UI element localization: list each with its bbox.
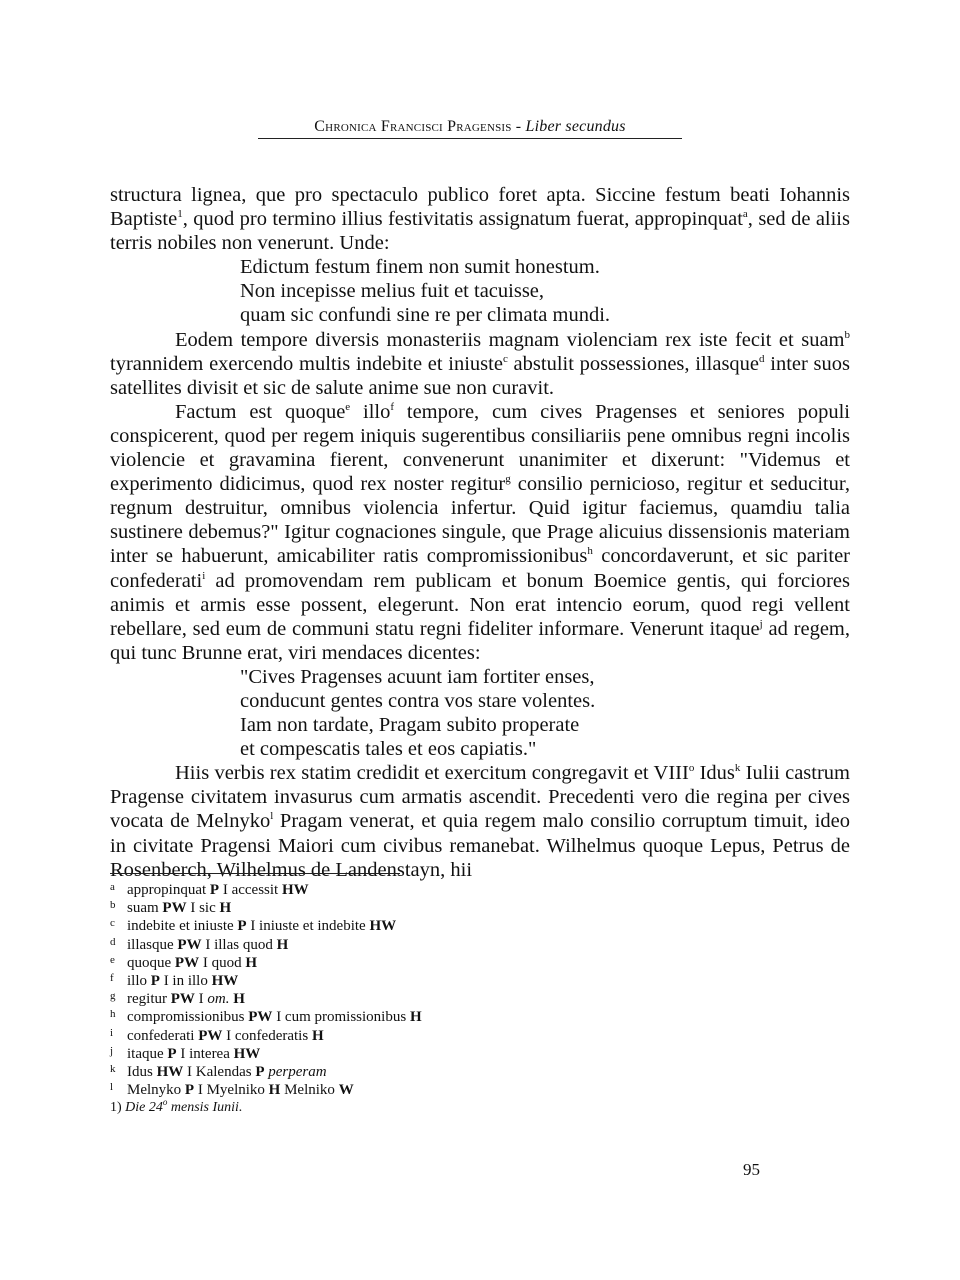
footnote-mark: f [110,972,114,985]
footnote-mark: k [110,1063,116,1076]
footnote-item [110,990,710,1008]
manuscript-siglum: PW [248,1009,273,1026]
footnote-item [110,899,710,917]
verse-block-2 [240,665,850,761]
verse-line: quam sic confundi sine re per climata mundi. [240,304,611,327]
footnote-divider [110,873,400,874]
variant-text: I sic [186,900,220,917]
footnote-ref: c [502,352,508,365]
explanatory-note [110,1099,710,1117]
footnote-text [127,972,238,990]
manuscript-siglum: H [245,954,258,971]
footnote-ref: b [844,328,850,341]
footnote-item [110,1008,710,1026]
manuscript-siglum: HW [281,882,309,898]
variant-text: I Myelniko [194,1082,269,1099]
text-run: concordaverunt, et sic pariter confederati [110,545,851,592]
manuscript-siglum: HW [211,973,239,990]
text-run: Eodem tempore diversis monasteriis magnam violenciam rex iste fecit et suam [175,328,845,351]
note-text: Die 24 [125,1100,163,1116]
manuscript-siglum: W [338,1082,354,1099]
text-run: Hiis verbis rex statim credidit et exercitum congregavit et VIII [175,762,689,785]
text-run: illo [350,400,391,423]
running-head-subtitle: Liber secundus [525,118,626,135]
note-ref: 1 [177,208,183,221]
manuscript-siglum: HW [233,1045,261,1062]
footnote-ref: e [345,400,351,413]
manuscript-siglum: H [219,900,232,917]
note-text: mensis Iunii. [167,1100,243,1116]
footnote-item [110,972,710,990]
footnote-ref: a [742,208,748,221]
text-run: ad regem, qui tunc Brunne erat, viri mendaces dicentes: [110,617,851,664]
variant-text: Idus [127,1064,157,1081]
footnote-item [110,936,710,954]
manuscript-siglum: H [409,1009,422,1026]
footnote-text [127,917,396,935]
paragraph-2 [110,328,850,400]
footnote-item [110,1027,710,1045]
text-run: Factum est quoque [175,400,346,423]
manuscript-siglum: P [255,1064,265,1081]
paragraph-4 [110,761,850,881]
footnote-ref: h [587,545,593,558]
footnote-item [110,881,710,899]
footnote-item [110,917,710,935]
manuscript-siglum: PW [198,1027,223,1044]
manuscript-siglum: H [268,1082,281,1099]
variant-text: appropinquat [127,882,210,898]
note-ref: l [270,810,274,823]
manuscript-siglum: PW [177,936,202,953]
footnote-mark: g [110,990,116,1003]
variant-text: suam [127,900,163,917]
footnote-mark: d [110,935,116,948]
variant-text: itaque [127,1045,168,1062]
text-run: ad promovendam rem publicam et bonum Boemice gentis, qui forciores animis et armis esse possent, elegerunt. Non erat intencio eorum, quod regi vellent rebellare, sed eum de communi statu regni fideliter informare. Venerunt itaque [110,569,850,640]
footnote-text [127,1081,354,1099]
footnote-mark: e [110,953,115,966]
footnote-item [110,1081,710,1099]
note-number: 1) [110,1100,122,1116]
footnote-item [110,1063,710,1081]
footnote-text [127,881,309,899]
footnote-mark: h [110,1008,116,1021]
manuscript-siglum: H [233,991,245,1008]
manuscript-siglum: PW [174,954,200,971]
manuscript-siglum: P [150,973,160,990]
verse-line: conducunt gentes contra vos stare volentes. [240,689,596,712]
footnote-mark: b [110,899,116,912]
manuscript-siglum: H [276,936,289,953]
manuscript-siglum: PW [162,900,187,917]
footnote-item [110,1045,710,1063]
paragraph-3 [110,400,850,665]
paragraph-1 [110,183,850,255]
footnote-ref: d [759,352,765,365]
manuscript-siglum: P [209,882,220,898]
variant-text: I interea [176,1045,234,1062]
footnote-ref: f [390,400,395,413]
manuscript-siglum: P [184,1082,195,1099]
page-number: 95 [743,1160,760,1179]
verse-line: Iam non tardate, Pragam subito properate [240,714,580,737]
text-run: tempore, cum cives Pragenses et seniores populi conspicerent, quod per regem iniquis sugerentibus consiliariis pene omnibus regni incolis violencie et gravamina fierent, convenerunt unanimiter et dixerunt: "Videmus et experimento didicimus, quod rex noster regitur [110,400,850,496]
footnote-mark: j [110,1044,114,1057]
text-run: abstulit possessiones, illasque [507,352,760,375]
text-run: inter suos satellites divisit et sic de salute anime sue non curavit. [110,352,850,399]
footnote-mark: l [110,1081,114,1094]
variant-text: indebite et iniuste [127,918,238,935]
verse-line: et compescatis tales et eos capiatis." [240,738,537,761]
variant-text: I quod [199,954,246,971]
footnote-text [127,1027,324,1045]
variant-text: compromissionibus [127,1009,249,1026]
footnote-text [127,954,257,972]
verse-block-1 [240,255,850,327]
footnote-text [127,936,288,954]
text-run: structura lignea, que pro spectaculo publico foret apta. Siccine festum beati Iohannis Baptiste [110,184,850,231]
text-run: , sed de aliis terris nobiles non venerunt. Unde: [110,208,850,255]
manuscript-siglum: HW [369,918,397,935]
variant-text: regitur [127,991,171,1008]
variant-text: I Kalendas [183,1064,256,1081]
text-run: Iulii castrum Pragense civitatem invasurus cum armatis ascendit. Precedenti vero die regina per cives vocata de Melnyko [110,762,850,833]
text-run: Pragam venerat, et quia regem malo consilio corruptum timuit, ideo in civitate Pragensi Maiori cum civibus remanebat. Wilhelmus quoque Lepus, Petrus de Rosenberch, Wilhelmus de Landenstayn, hii [110,810,850,881]
editorial-note: perperam [268,1064,327,1081]
footnote-text [127,990,245,1008]
main-text [110,183,850,882]
variant-text: confederati [127,1027,199,1044]
footnote-item [110,954,710,972]
variant-text: quoque [127,954,175,971]
superscript-o: o [688,762,695,775]
manuscript-siglum: P [167,1045,177,1062]
footnote-text [127,1063,327,1081]
footnote-mark: c [110,917,115,930]
manuscript-siglum: PW [170,991,195,1008]
variant-text: I confederatis [222,1027,312,1044]
variant-text: I iniuste et indebite [246,918,370,935]
variant-text: I cum promissionibus [272,1009,410,1026]
verse-line: "Cives Pragenses acuunt iam fortiter enses, [240,665,595,688]
text-run: Idus [694,762,735,785]
footnote-mark: a [110,881,115,893]
variant-text: I in illo [159,973,212,990]
running-head-title: Chronica Francisci Pragensis [314,118,512,135]
variant-text: I [194,991,208,1008]
verse-line: Non incepisse melius fuit et tacuisse, [240,280,545,303]
text-run: , quod pro termino illius festivitatis assignatum fuerat, appropinquat [182,208,743,231]
variant-text: illo [127,973,151,990]
footnote-text [127,1045,260,1063]
variant-text: illasque [127,936,178,953]
footnote-text [127,1008,422,1026]
variant-text: Melnyko [127,1082,185,1099]
verse-line: Edictum festum finem non sumit honestum. [240,256,600,279]
note-superscript: o [162,1097,168,1108]
text-run: tyrannidem exercendo multis indebite et iniuste [110,352,503,375]
footnotes [110,881,710,1118]
footnote-ref: g [505,473,511,486]
footnote-ref: i [202,569,206,582]
variant-text: I illas quod [201,936,277,953]
manuscript-siglum: H [311,1027,324,1044]
manuscript-siglum: P [237,918,247,935]
footnote-ref: j [759,617,763,630]
editorial-note: om. [207,991,230,1008]
variant-text: Melniko [280,1082,339,1099]
footnote-mark: i [110,1026,114,1039]
text-run: consilio pernicioso, regitur et seducitur, regnum destruitur, omnibus violencia infertur. Quid igitur faciemus, quamdiu talia sustinere debemus?" Igitur cognaciones singule, que Prage alicuius dissensionis materiam inter se habuerunt, amicabiliter ratis compromissionibus [110,473,850,568]
running-head [258,118,682,139]
footnote-text [127,899,231,917]
variant-text: I accessit [219,882,282,898]
footnote-ref: k [734,762,741,775]
running-head-separator: - [511,118,526,135]
manuscript-siglum: HW [156,1064,184,1081]
